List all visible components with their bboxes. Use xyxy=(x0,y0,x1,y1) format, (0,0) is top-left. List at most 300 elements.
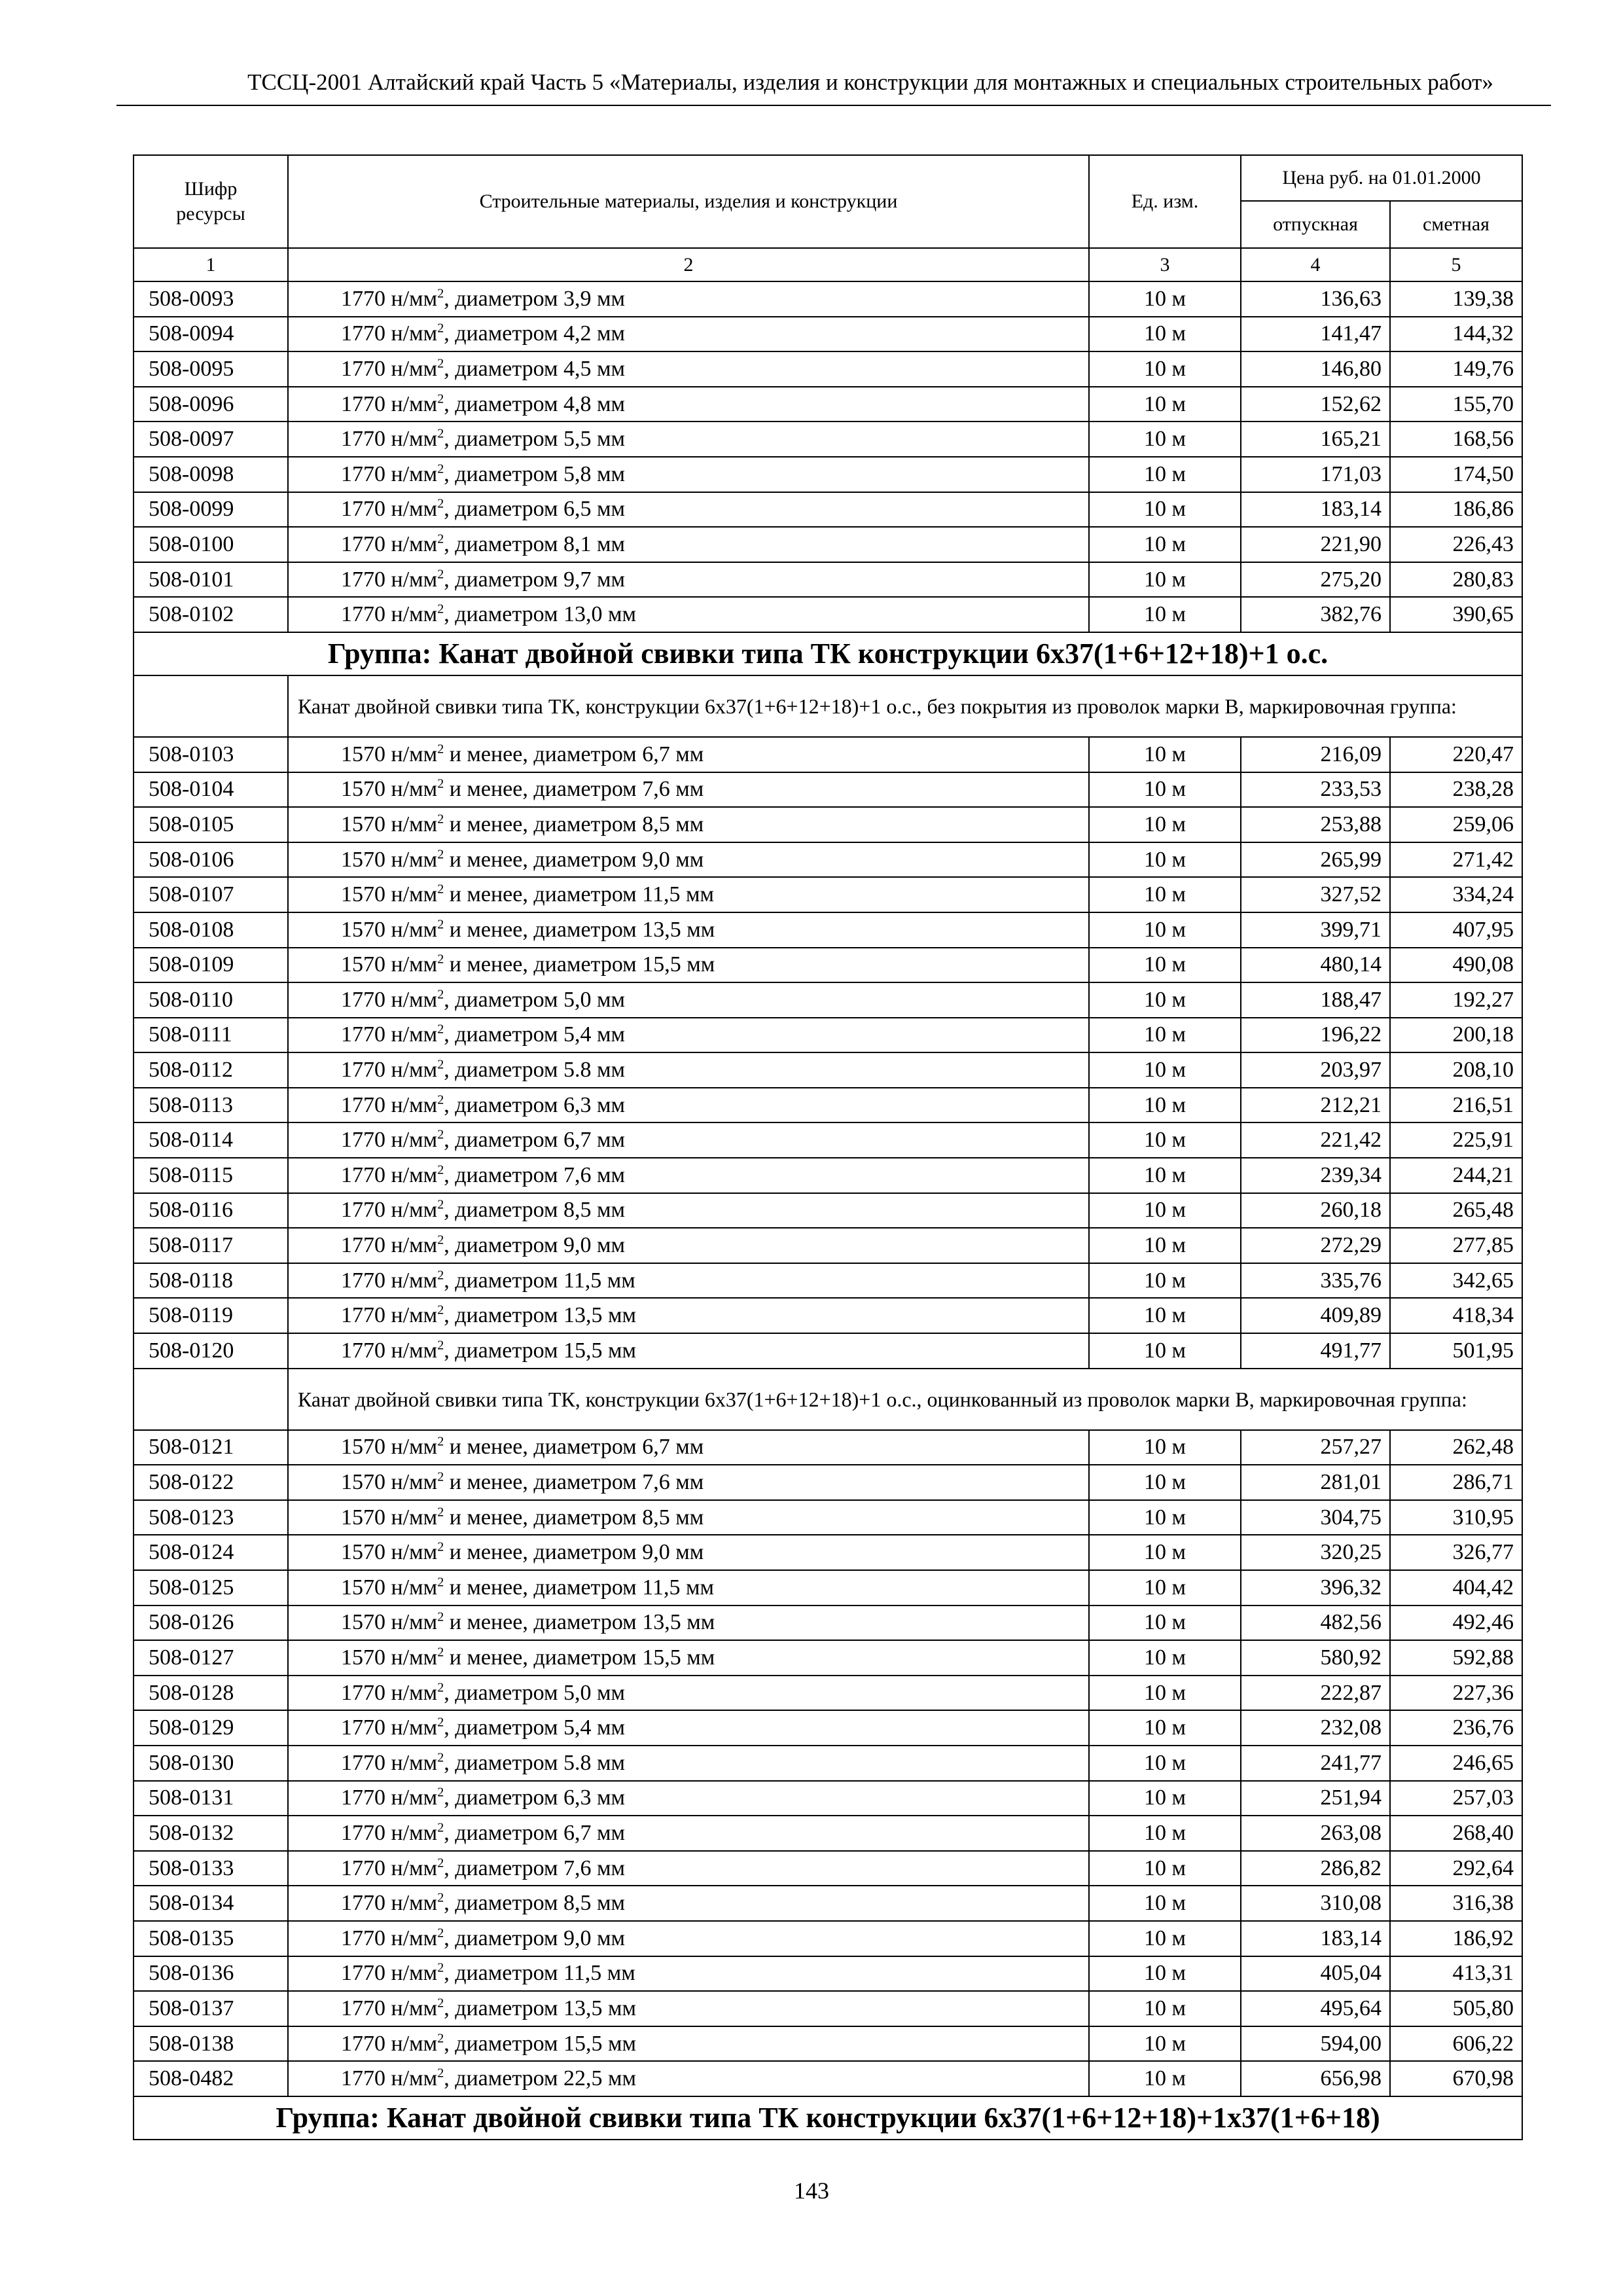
name-strength: 1570 н/мм xyxy=(341,777,438,802)
resource-code: 508-0122 xyxy=(134,1465,288,1500)
table-row xyxy=(134,1570,1522,1605)
header-code: Шифр ресурсы xyxy=(134,155,288,248)
unit: 10 м xyxy=(1089,281,1241,317)
release-price: 327,52 xyxy=(1241,877,1390,912)
name-superscript: 2 xyxy=(437,1127,444,1142)
name-superscript: 2 xyxy=(437,1162,444,1177)
estimate-price: 192,27 xyxy=(1390,982,1522,1018)
release-price: 257,27 xyxy=(1241,1430,1390,1465)
name-superscript: 2 xyxy=(437,286,444,301)
name-strength: 1770 н/мм xyxy=(341,356,438,381)
name-superscript: 2 xyxy=(437,356,444,371)
name-strength: 1770 н/мм xyxy=(341,1058,438,1083)
estimate-price: 280,83 xyxy=(1390,562,1522,598)
table-row xyxy=(134,948,1522,983)
release-price: 232,08 xyxy=(1241,1710,1390,1746)
name-diameter: и менее, диаметром 13,5 мм xyxy=(444,917,715,942)
resource-code: 508-0099 xyxy=(134,492,288,528)
name-diameter: и менее, диаметром 7,6 мм xyxy=(444,1470,704,1495)
material-name xyxy=(288,737,1089,772)
name-superscript: 2 xyxy=(437,1926,444,1941)
estimate-price: 505,80 xyxy=(1390,1991,1522,2026)
name-diameter: , диаметром 5.8 мм xyxy=(444,1750,626,1775)
table-row xyxy=(134,1535,1522,1570)
release-price: 152,62 xyxy=(1241,387,1390,422)
resource-code: 508-0120 xyxy=(134,1333,288,1369)
table-row xyxy=(134,1228,1522,1263)
estimate-price: 277,85 xyxy=(1390,1228,1522,1263)
name-strength: 1570 н/мм xyxy=(341,882,438,907)
resource-code: 508-0128 xyxy=(134,1676,288,1711)
release-price: 146,80 xyxy=(1241,351,1390,387)
material-name xyxy=(288,1088,1089,1123)
material-name xyxy=(288,1158,1089,1193)
name-strength: 1570 н/мм xyxy=(341,1505,438,1530)
release-price: 263,08 xyxy=(1241,1816,1390,1851)
group-heading: Группа: Канат двойной свивки типа ТК конструкции 6х37(1+6+12+18)+1х37(1+6+18) xyxy=(134,2096,1522,2140)
name-diameter: , диаметром 4,5 мм xyxy=(444,356,626,381)
table-row xyxy=(134,387,1522,422)
name-diameter: , диаметром 11,5 мм xyxy=(444,1268,635,1293)
name-superscript: 2 xyxy=(437,1092,444,1107)
resource-code: 508-0101 xyxy=(134,562,288,598)
release-price: 196,22 xyxy=(1241,1018,1390,1053)
column-number: 2 xyxy=(288,248,1089,281)
estimate-price: 310,95 xyxy=(1390,1500,1522,1535)
material-name xyxy=(288,1746,1089,1781)
resource-code: 508-0109 xyxy=(134,948,288,983)
table-row xyxy=(134,1921,1522,1956)
material-name xyxy=(288,1640,1089,1676)
material-name xyxy=(288,982,1089,1018)
resource-code: 508-0135 xyxy=(134,1921,288,1956)
unit: 10 м xyxy=(1089,737,1241,772)
estimate-price: 413,31 xyxy=(1390,1956,1522,1992)
estimate-price: 262,48 xyxy=(1390,1430,1522,1465)
resource-code: 508-0137 xyxy=(134,1991,288,2026)
table-row xyxy=(134,1298,1522,1333)
name-diameter: , диаметром 5,4 мм xyxy=(444,1022,626,1047)
resource-code: 508-0132 xyxy=(134,1816,288,1851)
name-superscript: 2 xyxy=(437,1198,444,1213)
name-diameter: и менее, диаметром 7,6 мм xyxy=(444,777,704,802)
table-row xyxy=(134,842,1522,878)
subgroup-description: Канат двойной свивки типа ТК, конструкции 6х37(1+6+12+18)+1 о.с., без покрытия из проволок марки В, маркировочная группа: xyxy=(288,675,1522,737)
unit: 10 м xyxy=(1089,1956,1241,1992)
resource-code: 508-0107 xyxy=(134,877,288,912)
name-strength: 1770 н/мм xyxy=(341,1820,438,1845)
name-diameter: , диаметром 13,5 мм xyxy=(444,1996,637,2020)
unit: 10 м xyxy=(1089,351,1241,387)
unit: 10 м xyxy=(1089,1676,1241,1711)
name-strength: 1570 н/мм xyxy=(341,1575,438,1600)
material-name xyxy=(288,1500,1089,1535)
estimate-price: 216,51 xyxy=(1390,1088,1522,1123)
name-superscript: 2 xyxy=(437,391,444,406)
unit: 10 м xyxy=(1089,1710,1241,1746)
unit: 10 м xyxy=(1089,1263,1241,1299)
unit: 10 м xyxy=(1089,1122,1241,1158)
name-diameter: , диаметром 9,0 мм xyxy=(444,1926,626,1950)
column-number-row xyxy=(134,248,1522,281)
unit: 10 м xyxy=(1089,1781,1241,1816)
material-name xyxy=(288,1298,1089,1333)
unit: 10 м xyxy=(1089,1816,1241,1851)
name-superscript: 2 xyxy=(437,882,444,897)
subgroup-description-row xyxy=(134,1369,1522,1430)
column-number: 1 xyxy=(134,248,288,281)
name-strength: 1770 н/мм xyxy=(341,1092,438,1117)
table-row xyxy=(134,1991,1522,2026)
name-superscript: 2 xyxy=(437,1505,444,1520)
material-name xyxy=(288,1193,1089,1229)
unit: 10 м xyxy=(1089,982,1241,1018)
release-price: 221,90 xyxy=(1241,527,1390,562)
resource-code: 508-0126 xyxy=(134,1605,288,1641)
name-diameter: , диаметром 5,5 мм xyxy=(444,427,626,452)
name-diameter: , диаметром 4,8 мм xyxy=(444,391,626,416)
estimate-price: 286,71 xyxy=(1390,1465,1522,1500)
table-row xyxy=(134,1018,1522,1053)
name-superscript: 2 xyxy=(437,461,444,476)
resource-code: 508-0108 xyxy=(134,912,288,948)
material-name xyxy=(288,1122,1089,1158)
resource-code: 508-0133 xyxy=(134,1851,288,1886)
unit: 10 м xyxy=(1089,1228,1241,1263)
material-name xyxy=(288,948,1089,983)
name-superscript: 2 xyxy=(437,1435,444,1450)
name-diameter: и менее, диаметром 8,5 мм xyxy=(444,1505,704,1530)
material-name xyxy=(288,1570,1089,1605)
name-strength: 1770 н/мм xyxy=(341,567,438,592)
table-row xyxy=(134,1886,1522,1921)
name-strength: 1770 н/мм xyxy=(341,1750,438,1775)
release-price: 281,01 xyxy=(1241,1465,1390,1500)
subgroup-description: Канат двойной свивки типа ТК, конструкции 6х37(1+6+12+18)+1 о.с., оцинкованный из проволок марки В, маркировочная группа: xyxy=(288,1369,1522,1430)
release-price: 165,21 xyxy=(1241,422,1390,457)
name-strength: 1770 н/мм xyxy=(341,1680,438,1705)
unit: 10 м xyxy=(1089,1605,1241,1641)
estimate-price: 208,10 xyxy=(1390,1052,1522,1088)
name-superscript: 2 xyxy=(437,1715,444,1730)
name-diameter: , диаметром 8,5 мм xyxy=(444,1891,626,1916)
name-diameter: , диаметром 5,0 мм xyxy=(444,987,626,1012)
material-name xyxy=(288,2061,1089,2096)
name-diameter: и менее, диаметром 9,0 мм xyxy=(444,1540,704,1565)
name-strength: 1570 н/мм xyxy=(341,1610,438,1635)
name-diameter: , диаметром 6,7 мм xyxy=(444,1128,626,1153)
material-name xyxy=(288,1851,1089,1886)
name-strength: 1770 н/мм xyxy=(341,1022,438,1047)
unit: 10 м xyxy=(1089,1430,1241,1465)
release-price: 275,20 xyxy=(1241,562,1390,598)
estimate-price: 268,40 xyxy=(1390,1816,1522,1851)
resource-code: 508-0138 xyxy=(134,2026,288,2062)
name-diameter: и менее, диаметром 11,5 мм xyxy=(444,1575,714,1600)
name-diameter: , диаметром 3,9 мм xyxy=(444,286,626,311)
page-number: 143 xyxy=(794,2178,829,2204)
name-strength: 1770 н/мм xyxy=(341,1162,438,1187)
unit: 10 м xyxy=(1089,842,1241,878)
name-strength: 1770 н/мм xyxy=(341,531,438,556)
table-row xyxy=(134,1088,1522,1123)
release-price: 382,76 xyxy=(1241,597,1390,632)
name-strength: 1770 н/мм xyxy=(341,1961,438,1986)
resource-code: 508-0094 xyxy=(134,317,288,352)
column-number: 3 xyxy=(1089,248,1241,281)
estimate-price: 292,64 xyxy=(1390,1851,1522,1886)
name-diameter: , диаметром 5,0 мм xyxy=(444,1680,626,1705)
release-price: 239,34 xyxy=(1241,1158,1390,1193)
resource-code: 508-0130 xyxy=(134,1746,288,1781)
unit: 10 м xyxy=(1089,527,1241,562)
name-superscript: 2 xyxy=(437,2031,444,2046)
unit: 10 м xyxy=(1089,492,1241,528)
release-price: 335,76 xyxy=(1241,1263,1390,1299)
estimate-price: 390,65 xyxy=(1390,597,1522,632)
name-diameter: , диаметром 7,6 мм xyxy=(444,1162,626,1187)
table-body xyxy=(134,155,1522,2140)
header-unit: Ед. изм. xyxy=(1089,155,1241,248)
estimate-price: 326,77 xyxy=(1390,1535,1522,1570)
material-name xyxy=(288,351,1089,387)
unit: 10 м xyxy=(1089,877,1241,912)
table-row xyxy=(134,737,1522,772)
material-name xyxy=(288,492,1089,528)
name-strength: 1770 н/мм xyxy=(341,2066,438,2091)
material-name xyxy=(288,772,1089,808)
name-superscript: 2 xyxy=(437,321,444,336)
material-name xyxy=(288,1921,1089,1956)
material-name xyxy=(288,597,1089,632)
estimate-price: 139,38 xyxy=(1390,281,1522,317)
material-name xyxy=(288,281,1089,317)
material-name xyxy=(288,1228,1089,1263)
estimate-price: 407,95 xyxy=(1390,912,1522,948)
resource-code: 508-0123 xyxy=(134,1500,288,1535)
estimate-price: 246,65 xyxy=(1390,1746,1522,1781)
material-name xyxy=(288,1676,1089,1711)
name-diameter: , диаметром 7,6 мм xyxy=(444,1856,626,1880)
estimate-price: 257,03 xyxy=(1390,1781,1522,1816)
material-name xyxy=(288,562,1089,598)
name-superscript: 2 xyxy=(437,1057,444,1072)
name-superscript: 2 xyxy=(437,601,444,617)
release-price: 656,98 xyxy=(1241,2061,1390,2096)
release-price: 405,04 xyxy=(1241,1956,1390,1992)
name-diameter: , диаметром 15,5 мм xyxy=(444,1338,637,1363)
name-diameter: , диаметром 13,0 мм xyxy=(444,602,637,627)
name-strength: 1570 н/мм xyxy=(341,1435,438,1460)
name-superscript: 2 xyxy=(437,1539,444,1554)
material-name xyxy=(288,527,1089,562)
name-strength: 1770 н/мм xyxy=(341,391,438,416)
name-diameter: и менее, диаметром 6,7 мм xyxy=(444,1435,704,1460)
material-name xyxy=(288,1052,1089,1088)
estimate-price: 404,42 xyxy=(1390,1570,1522,1605)
table-row xyxy=(134,1605,1522,1641)
resource-code: 508-0127 xyxy=(134,1640,288,1676)
name-diameter: , диаметром 11,5 мм xyxy=(444,1961,635,1986)
material-name xyxy=(288,1956,1089,1992)
unit: 10 м xyxy=(1089,772,1241,808)
name-superscript: 2 xyxy=(437,1750,444,1765)
release-price: 221,42 xyxy=(1241,1122,1390,1158)
resource-code: 508-0134 xyxy=(134,1886,288,1921)
name-superscript: 2 xyxy=(437,1856,444,1871)
release-price: 253,88 xyxy=(1241,807,1390,842)
name-superscript: 2 xyxy=(437,1961,444,1975)
name-diameter: , диаметром 5,4 мм xyxy=(444,1715,626,1740)
unit: 10 м xyxy=(1089,1640,1241,1676)
table-row xyxy=(134,1465,1522,1500)
name-diameter: и менее, диаметром 6,7 мм xyxy=(444,742,704,766)
table-row xyxy=(134,492,1522,528)
header-divider xyxy=(116,105,1551,106)
table-row xyxy=(134,281,1522,317)
resource-code: 508-0113 xyxy=(134,1088,288,1123)
material-name xyxy=(288,422,1089,457)
empty-cell xyxy=(134,1369,288,1430)
resource-code: 508-0093 xyxy=(134,281,288,317)
name-superscript: 2 xyxy=(437,1232,444,1247)
estimate-price: 592,88 xyxy=(1390,1640,1522,1676)
resource-code: 508-0136 xyxy=(134,1956,288,1992)
name-diameter: и менее, диаметром 11,5 мм xyxy=(444,882,714,907)
header-release-price: отпускная xyxy=(1241,201,1390,248)
estimate-price: 144,32 xyxy=(1390,317,1522,352)
release-price: 222,87 xyxy=(1241,1676,1390,1711)
unit: 10 м xyxy=(1089,1921,1241,1956)
table-row xyxy=(134,1816,1522,1851)
material-name xyxy=(288,1018,1089,1053)
name-diameter: , диаметром 6,3 мм xyxy=(444,1785,626,1810)
table-row xyxy=(134,1781,1522,1816)
name-strength: 1770 н/мм xyxy=(341,1996,438,2020)
resource-code: 508-0125 xyxy=(134,1570,288,1605)
table-row xyxy=(134,597,1522,632)
name-diameter: и менее, диаметром 15,5 мм xyxy=(444,952,715,977)
name-strength: 1770 н/мм xyxy=(341,1785,438,1810)
name-superscript: 2 xyxy=(437,1645,444,1660)
unit: 10 м xyxy=(1089,387,1241,422)
name-strength: 1770 н/мм xyxy=(341,602,438,627)
estimate-price: 418,34 xyxy=(1390,1298,1522,1333)
resource-code: 508-0129 xyxy=(134,1710,288,1746)
table-row xyxy=(134,1122,1522,1158)
estimate-price: 149,76 xyxy=(1390,351,1522,387)
resource-code: 508-0117 xyxy=(134,1228,288,1263)
estimate-price: 186,86 xyxy=(1390,492,1522,528)
name-superscript: 2 xyxy=(437,777,444,791)
table-row xyxy=(134,982,1522,1018)
name-superscript: 2 xyxy=(437,1785,444,1801)
table-row xyxy=(134,877,1522,912)
name-strength: 1570 н/мм xyxy=(341,917,438,942)
name-superscript: 2 xyxy=(437,987,444,1002)
estimate-price: 225,91 xyxy=(1390,1122,1522,1158)
unit: 10 м xyxy=(1089,1851,1241,1886)
table-row xyxy=(134,1500,1522,1535)
name-strength: 1770 н/мм xyxy=(341,1891,438,1916)
name-strength: 1770 н/мм xyxy=(341,1128,438,1153)
release-price: 286,82 xyxy=(1241,1851,1390,1886)
name-superscript: 2 xyxy=(437,497,444,512)
material-name xyxy=(288,842,1089,878)
resource-code: 508-0095 xyxy=(134,351,288,387)
resource-code: 508-0115 xyxy=(134,1158,288,1193)
name-strength: 1570 н/мм xyxy=(341,742,438,766)
estimate-price: 236,76 xyxy=(1390,1710,1522,1746)
table-row xyxy=(134,772,1522,808)
resource-code: 508-0098 xyxy=(134,457,288,492)
name-superscript: 2 xyxy=(437,1469,444,1484)
name-strength: 1570 н/мм xyxy=(341,1645,438,1670)
resource-code: 508-0102 xyxy=(134,597,288,632)
resource-code: 508-0100 xyxy=(134,527,288,562)
unit: 10 м xyxy=(1089,948,1241,983)
release-price: 495,64 xyxy=(1241,1991,1390,2026)
release-price: 171,03 xyxy=(1241,457,1390,492)
release-price: 233,53 xyxy=(1241,772,1390,808)
material-name xyxy=(288,1333,1089,1369)
estimate-price: 334,24 xyxy=(1390,877,1522,912)
estimate-price: 244,21 xyxy=(1390,1158,1522,1193)
name-strength: 1770 н/мм xyxy=(341,1338,438,1363)
resource-code: 508-0116 xyxy=(134,1193,288,1229)
resource-code: 508-0105 xyxy=(134,807,288,842)
release-price: 580,92 xyxy=(1241,1640,1390,1676)
name-superscript: 2 xyxy=(437,1022,444,1037)
table-header-row xyxy=(134,155,1522,201)
estimate-price: 227,36 xyxy=(1390,1676,1522,1711)
unit: 10 м xyxy=(1089,1570,1241,1605)
name-strength: 1770 н/мм xyxy=(341,286,438,311)
name-superscript: 2 xyxy=(437,1338,444,1353)
estimate-price: 174,50 xyxy=(1390,457,1522,492)
release-price: 480,14 xyxy=(1241,948,1390,983)
resource-code: 508-0097 xyxy=(134,422,288,457)
name-strength: 1570 н/мм xyxy=(341,1470,438,1495)
name-diameter: , диаметром 4,2 мм xyxy=(444,321,626,346)
page-header-title: ТССЦ-2001 Алтайский край Часть 5 «Материалы, изделия и конструкции для монтажных и специальных строительных работ» xyxy=(247,69,1493,95)
name-diameter: , диаметром 15,5 мм xyxy=(444,2031,637,2056)
unit: 10 м xyxy=(1089,912,1241,948)
name-strength: 1570 н/мм xyxy=(341,812,438,836)
material-name xyxy=(288,877,1089,912)
release-price: 399,71 xyxy=(1241,912,1390,948)
name-superscript: 2 xyxy=(437,2066,444,2081)
table-row xyxy=(134,2026,1522,2062)
name-diameter: , диаметром 5,8 мм xyxy=(444,461,626,486)
resource-code: 508-0114 xyxy=(134,1122,288,1158)
unit: 10 м xyxy=(1089,317,1241,352)
unit: 10 м xyxy=(1089,807,1241,842)
name-diameter: , диаметром 8,5 мм xyxy=(444,1198,626,1223)
release-price: 183,14 xyxy=(1241,1921,1390,1956)
name-strength: 1570 н/мм xyxy=(341,1540,438,1565)
estimate-price: 226,43 xyxy=(1390,527,1522,562)
release-price: 491,77 xyxy=(1241,1333,1390,1369)
name-strength: 1570 н/мм xyxy=(341,847,438,872)
name-diameter: , диаметром 6,3 мм xyxy=(444,1092,626,1117)
release-price: 310,08 xyxy=(1241,1886,1390,1921)
release-price: 409,89 xyxy=(1241,1298,1390,1333)
material-name xyxy=(288,1430,1089,1465)
resource-code: 508-0131 xyxy=(134,1781,288,1816)
unit: 10 м xyxy=(1089,2061,1241,2096)
release-price: 482,56 xyxy=(1241,1605,1390,1641)
